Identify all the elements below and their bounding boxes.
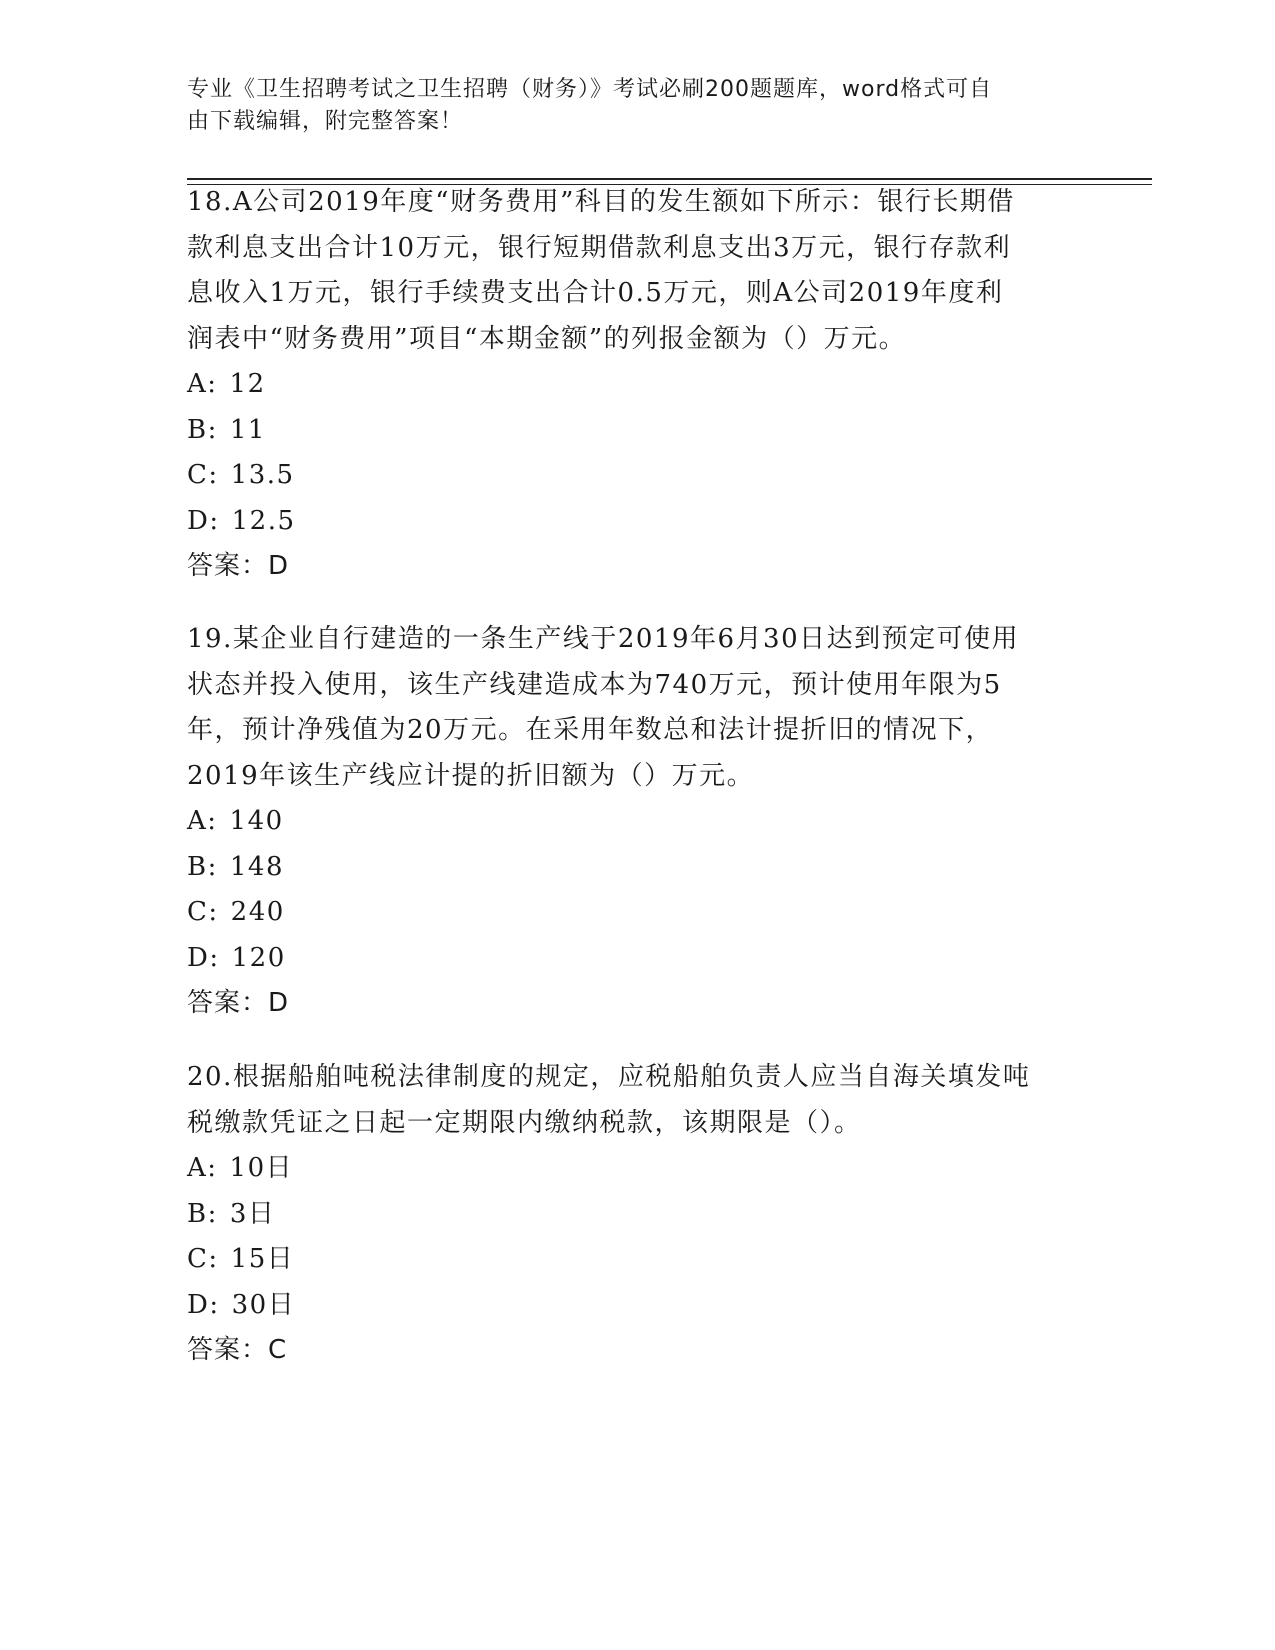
option-letter: B: [187,851,218,882]
option-letter: B: [187,1198,218,1229]
question-19 [187,617,1087,1027]
option-d [187,1283,1087,1329]
option-d [187,499,1087,545]
option-text: 11 [229,414,266,445]
option-text: 15日 [230,1244,295,1274]
document-header [187,74,1067,138]
option-a [187,362,1087,408]
option-text: 30日 [231,1289,296,1320]
option-b [187,1192,1087,1238]
option-letter: A: [187,806,218,836]
option-text: 240 [230,897,285,927]
option-text: 3日 [229,1198,276,1229]
answer-line: 答案：D [187,988,290,1018]
question-text-line: 税缴款凭证之日起一定期限内缴纳税款，该期限是（）。 [187,1107,862,1138]
option-text: 13.5 [230,460,295,490]
question-text-line: 2019年该生产线应计提的折旧额为（）万元。 [187,760,755,791]
answer-line: 答案：C [187,1335,288,1365]
question-text-line: 年，预计净残值为20万元。在采用年数总和法计提折旧的情况下， [187,715,994,745]
question-text-line: 润表中“财务费用”项目“本期金额”的列报金额为（）万元。 [187,323,907,354]
question-text-line: 款利息支出合计10万元，银行短期借款利息支出3万元，银行存款利 [187,232,1012,263]
option-text: 10日 [229,1153,294,1183]
option-c [187,453,1087,499]
question-18 [187,180,1087,590]
option-c [187,890,1087,936]
option-letter: D: [187,942,220,973]
question-20 [187,1055,1087,1374]
question-text-line: 息收入1万元，银行手续费支出合计0.5万元，则A公司2019年度利 [187,278,1004,308]
question-text-line: 状态并投入使用，该生产线建造成本为740万元，预计使用年限为5 [187,669,1002,700]
option-text: 140 [229,806,284,836]
option-letter: D: [187,505,220,536]
question-text-line: 18.A公司2019年度“财务费用”科目的发生额如下所示：银行长期借 [187,187,1015,217]
option-letter: D: [187,1289,220,1320]
option-letter: A: [187,1153,218,1183]
option-c [187,1237,1087,1283]
option-text: 120 [231,942,286,973]
header-line-1: 专业《卫生招聘考试之卫生招聘（财务）》考试必刷200题题库，word格式可自 [187,77,993,102]
option-b [187,845,1087,891]
option-text: 12.5 [231,505,296,536]
option-letter: B: [187,414,218,445]
option-text: 12 [229,369,266,399]
option-b [187,408,1087,454]
option-letter: A: [187,369,218,399]
option-letter: C: [187,460,219,490]
option-letter: C: [187,897,219,927]
option-a [187,799,1087,845]
option-letter: C: [187,1244,219,1274]
answer-line: 答案：D [187,551,290,581]
option-d [187,936,1087,982]
question-text-line: 20.根据船舶吨税法律制度的规定，应税船舶负责人应当自海关填发吨 [187,1062,1031,1092]
option-a [187,1146,1087,1192]
question-text-line: 19.某企业自行建造的一条生产线于2019年6月30日达到预定可使用 [187,624,1020,654]
option-text: 148 [229,851,285,882]
header-line-2: 由下载编辑，附完整答案！ [187,109,464,134]
